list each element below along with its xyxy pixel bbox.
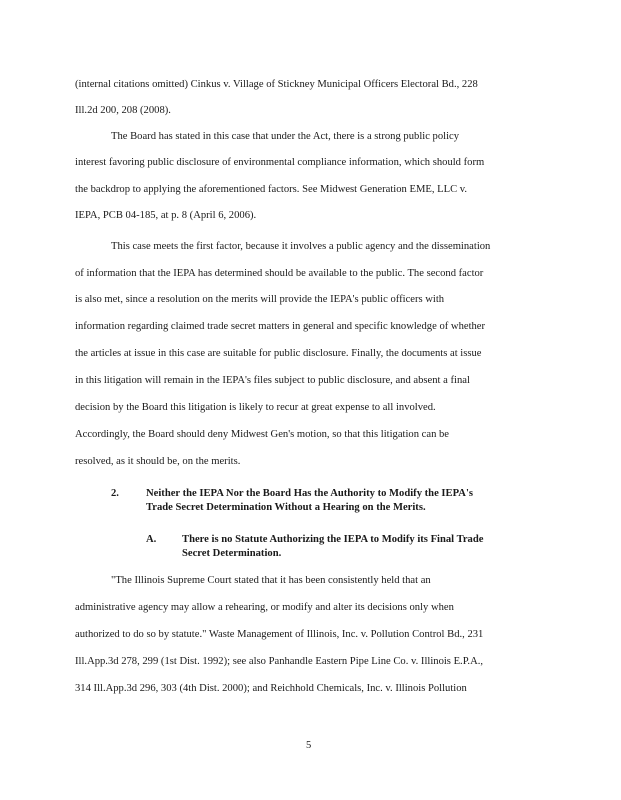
page-number: 5 <box>306 740 312 751</box>
section-heading: Neither the IEPA Nor the Board Has the Authority to Modify the IEPA's <box>146 488 474 499</box>
subsection-letter: A. <box>146 534 157 545</box>
body-line: authorized to do so by statute." Waste Management of Illinois, Inc. v. Pollution Control Bd., 231 <box>75 629 484 640</box>
body-line: (internal citations omitted) Cinkus v. Village of Stickney Municipal Officers Electoral Bd., 228 <box>75 79 478 90</box>
subsection-heading: Secret Determination. <box>182 548 282 559</box>
body-line: The Board has stated in this case that under the Act, there is a strong public policy <box>111 131 460 142</box>
body-line: is also met, since a resolution on the merits will provide the IEPA's public officers with <box>75 294 445 305</box>
body-line: 314 Ill.App.3d 296, 303 (4th Dist. 2000); and Reichhold Chemicals, Inc. v. Illinois Pollution <box>75 683 467 694</box>
body-line: This case meets the first factor, because it involves a public agency and the dissemination <box>111 241 491 252</box>
body-line: of information that the IEPA has determined should be available to the public. The second factor <box>75 268 484 279</box>
subsection-heading: There is no Statute Authorizing the IEPA to Modify its Final Trade <box>182 534 484 545</box>
body-line: resolved, as it should be, on the merits. <box>75 456 241 467</box>
body-line: interest favoring public disclosure of environmental compliance information, which should form <box>75 157 485 168</box>
body-line: "The Illinois Supreme Court stated that it has been consistently held that an <box>111 575 431 586</box>
body-line: Accordingly, the Board should deny Midwest Gen's motion, so that this litigation can be <box>75 429 450 440</box>
body-line: information regarding claimed trade secret matters in general and specific knowledge of whether <box>75 321 486 332</box>
body-line: the articles at issue in this case are suitable for public disclosure. Finally, the documents at issue <box>75 348 482 359</box>
section-heading: Trade Secret Determination Without a Hearing on the Merits. <box>146 502 426 513</box>
body-line: Ill.App.3d 278, 299 (1st Dist. 1992); see also Panhandle Eastern Pipe Line Co. v. Illinois E.P.A., <box>75 656 484 667</box>
body-line: IEPA, PCB 04-185, at p. 8 (April 6, 2006). <box>75 210 257 221</box>
body-line: Ill.2d 200, 208 (2008). <box>75 105 171 116</box>
section-number: 2. <box>111 488 119 499</box>
body-line: the backdrop to applying the aforementioned factors. See Midwest Generation EME, LLC v. <box>75 184 468 195</box>
body-line: administrative agency may allow a rehearing, or modify and alter its decisions only when <box>75 602 454 613</box>
body-line: in this litigation will remain in the IEPA's files subject to public disclosure, and absent a final <box>75 375 470 386</box>
body-line: decision by the Board this litigation is likely to recur at great expense to all involved. <box>75 402 436 413</box>
